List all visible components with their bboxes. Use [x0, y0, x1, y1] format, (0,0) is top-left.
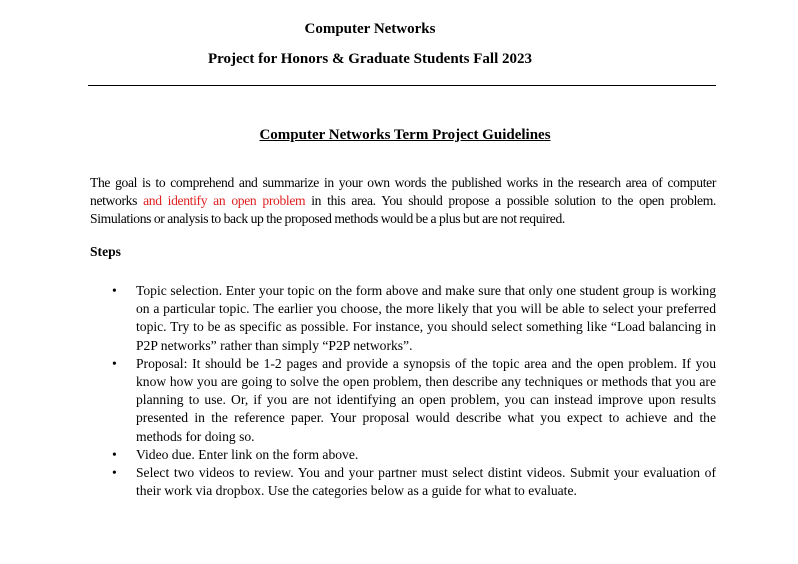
list-item-text: Video due. Enter link on the form above. — [136, 446, 359, 462]
horizontal-rule — [88, 85, 716, 86]
course-subtitle: Project for Honors & Graduate Students Fall 2023 — [207, 51, 532, 67]
steps-heading: Steps — [90, 244, 121, 259]
intro-highlight: and identify an open problem — [143, 193, 306, 208]
steps-list — [90, 282, 716, 500]
intro-paragraph — [90, 174, 716, 228]
course-title: Computer Networks — [304, 21, 436, 37]
intro-text-part1: The goal is to comprehend and summarize in your own words the published works in the research area of computer networks — [90, 175, 716, 208]
list-item — [90, 446, 716, 464]
bullet-icon: • — [112, 465, 117, 481]
bullet-icon: • — [112, 446, 117, 462]
bullet-icon: • — [112, 355, 117, 371]
list-item — [90, 355, 716, 446]
list-item-text: Topic selection. Enter your topic on the form above and make sure that only one student group is working on a particular topic. The earlier you choose, the more likely that you will be able to select your preferred topic. Try to be as specific as possible. For instance, you should select something like “Load balancing in P2P networks” rather than simply “P2P networks”. — [136, 283, 716, 353]
list-item — [90, 282, 716, 355]
list-item-text: Proposal: It should be 1-2 pages and provide a synopsis of the topic area and the open problem. If you know how you are going to solve the open problem, then describe any techniques or methods that you are planning to use. Or, if you are not identifying an open problem, you can instead improve upon results presented in the reference paper. Your proposal would describe what you expect to achieve and the methods for doing so. — [136, 355, 716, 444]
bullet-icon: • — [112, 283, 117, 298]
intro-text-part2: in this area. You should propose a possible solution to the open problem. Simulations or analysis to back up the proposed methods would be a plus but are not required. — [90, 193, 716, 226]
guidelines-title: Computer Networks Term Project Guidelines — [259, 127, 551, 143]
list-item — [90, 464, 716, 500]
list-item-text: Select two videos to review. You and your partner must select distint videos. Submit your evaluation of their work via dropbox. Use the categories below as a guide for what to evaluate. — [136, 465, 716, 499]
